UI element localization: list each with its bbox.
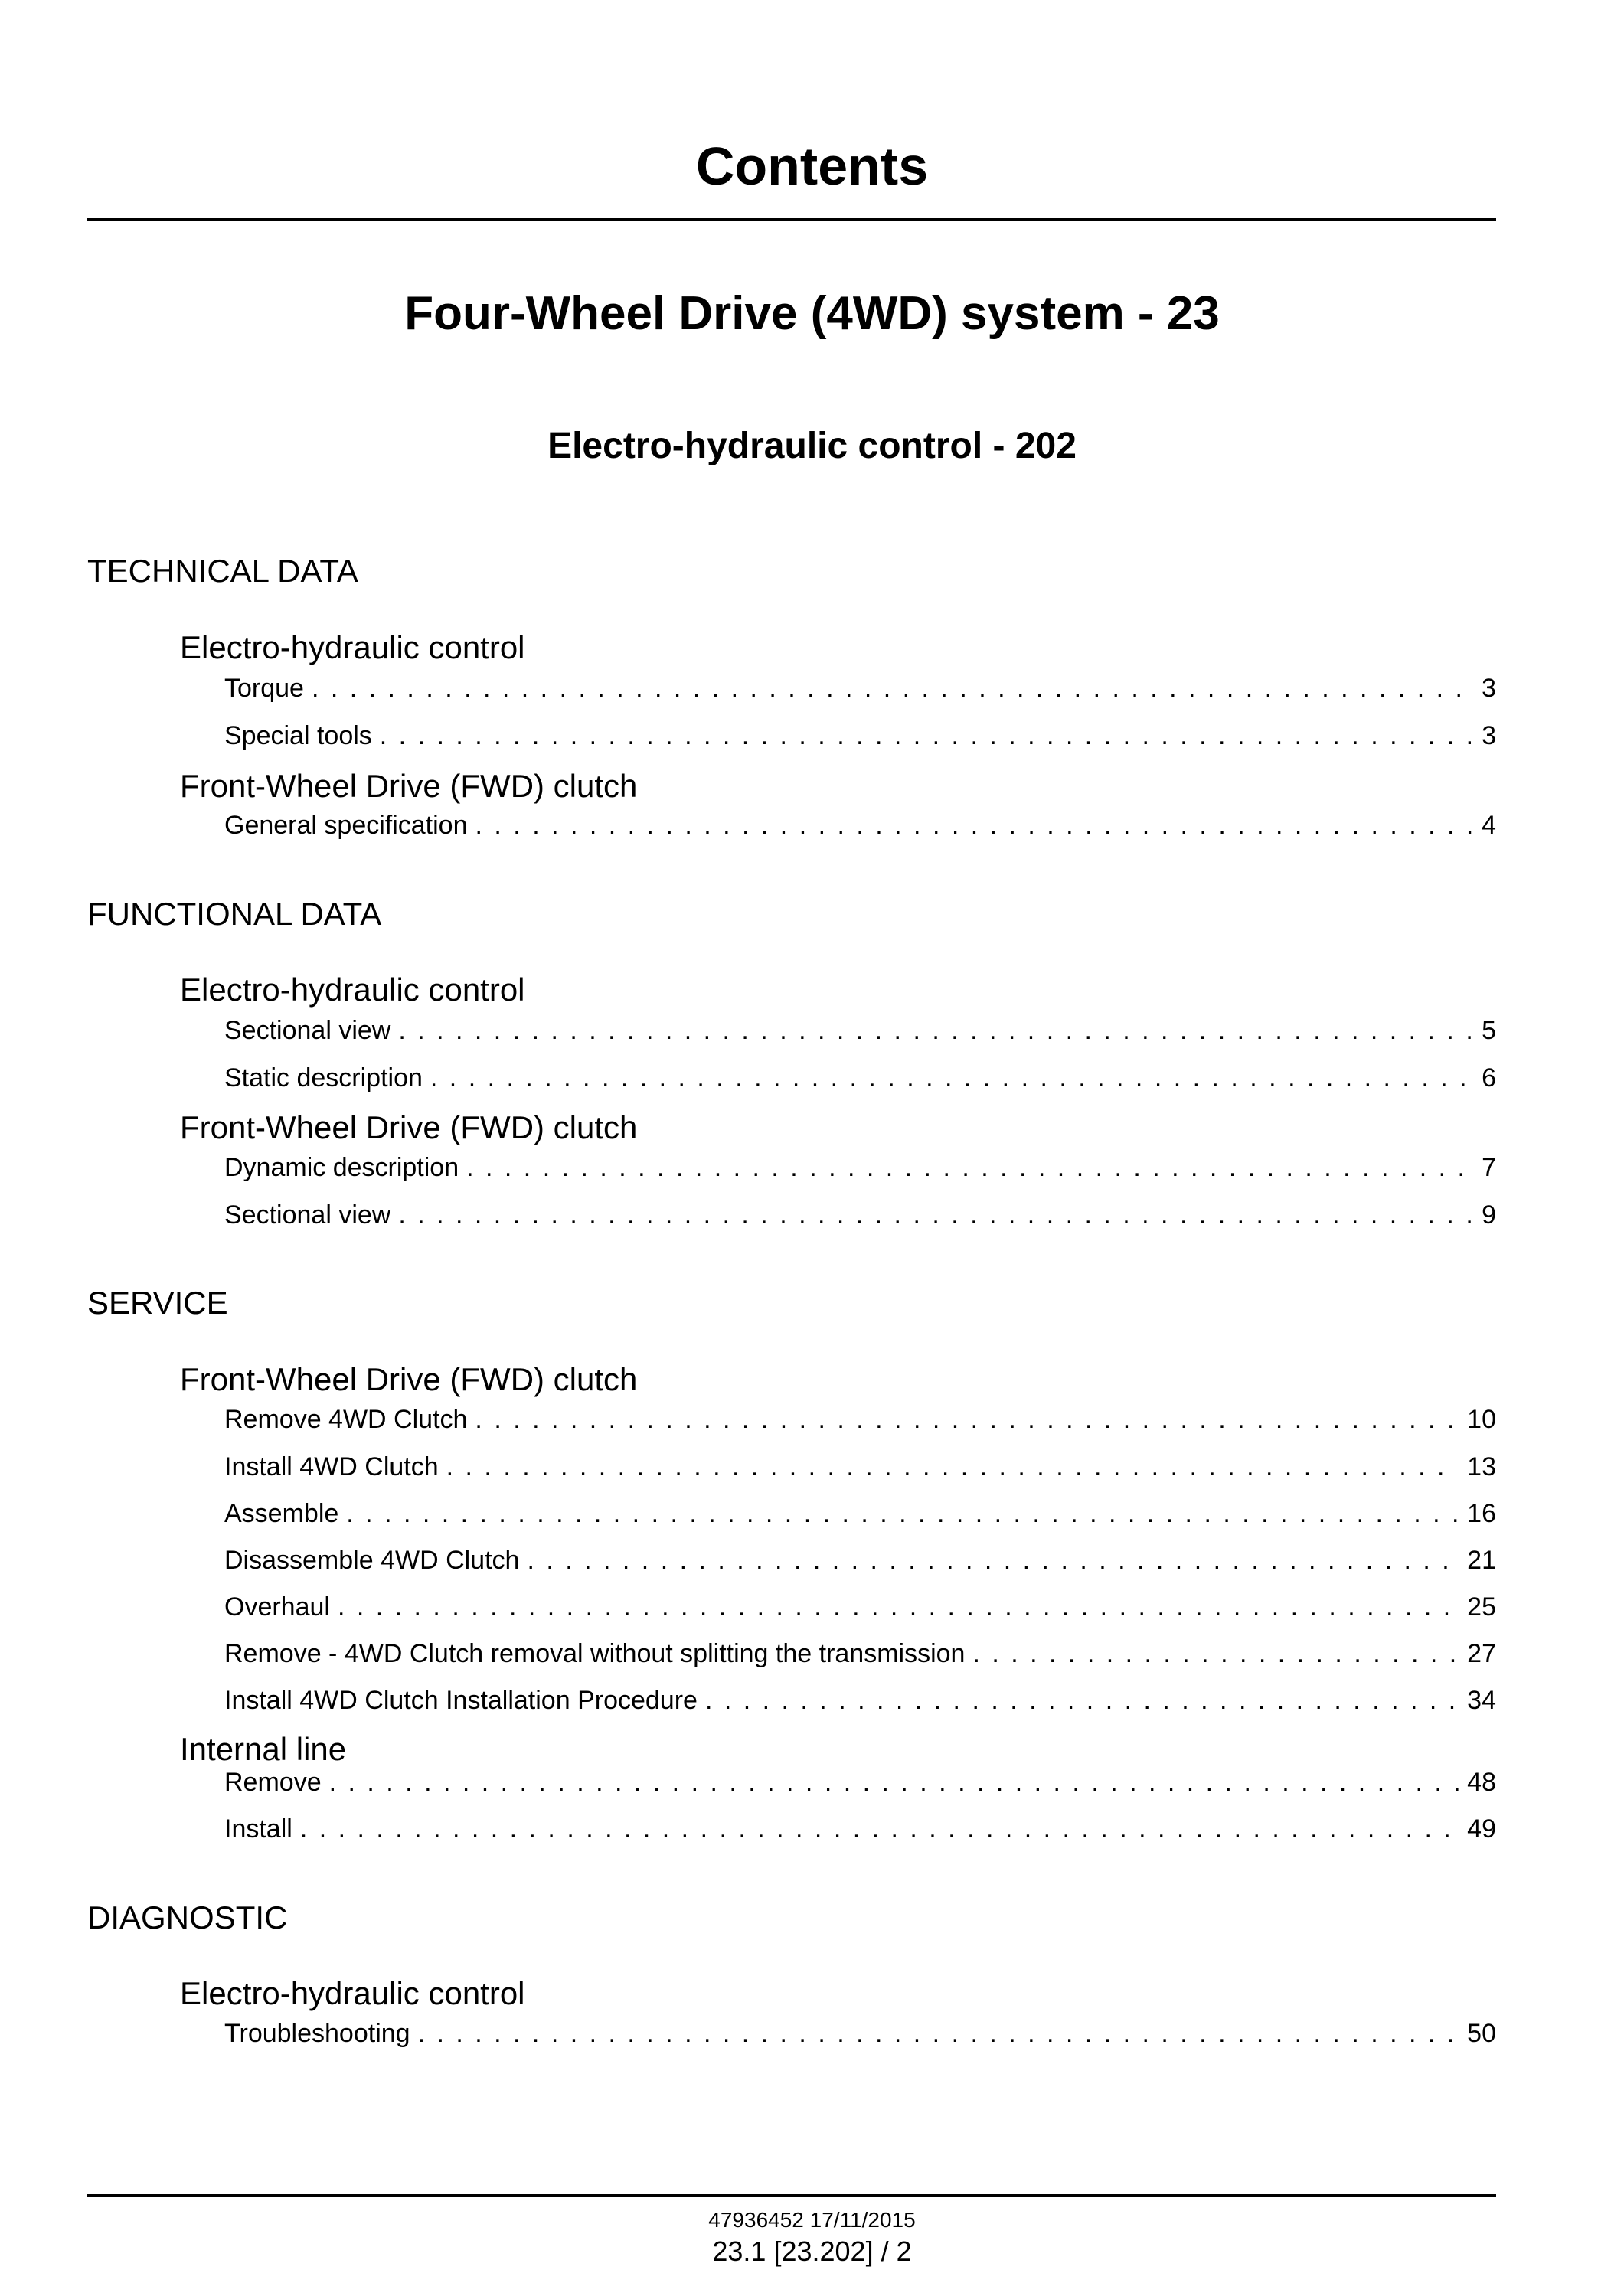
toc-entry-label: Troubleshooting xyxy=(224,2019,410,2048)
toc-entry-label: Install 4WD Clutch Installation Procedure xyxy=(224,1686,698,1715)
section-heading: SERVICE xyxy=(87,1285,228,1321)
toc-entry-page: 21 xyxy=(1467,1546,1496,1575)
toc-entry[interactable] xyxy=(224,671,1496,705)
toc-entry[interactable] xyxy=(224,719,1496,753)
toc-entry[interactable] xyxy=(224,1497,1496,1530)
toc-entry[interactable] xyxy=(224,1014,1496,1047)
group-heading: Electro-hydraulic control xyxy=(180,1975,525,2011)
toc-entry-label: Dynamic description xyxy=(224,1153,459,1182)
toc-leader-dots xyxy=(380,719,1474,753)
toc-leader-dots xyxy=(705,1684,1459,1717)
toc-entry[interactable] xyxy=(224,1684,1496,1717)
toc-entry-page: 5 xyxy=(1482,1016,1496,1045)
subsystem-heading: Electro-hydraulic control - 202 xyxy=(547,426,1077,466)
page-title: Contents xyxy=(695,136,929,196)
group-heading: Internal line xyxy=(180,1731,347,1767)
toc-entry[interactable] xyxy=(224,1765,1496,1799)
group-heading: Front-Wheel Drive (FWD) clutch xyxy=(180,768,638,804)
footer-doc-id: 47936452 17/11/2015 xyxy=(708,2208,916,2232)
system-heading: Four-Wheel Drive (4WD) system - 23 xyxy=(404,287,1220,340)
toc-leader-dots xyxy=(300,1812,1459,1846)
toc-entry-page: 49 xyxy=(1467,1814,1496,1844)
toc-leader-dots xyxy=(475,1403,1459,1436)
toc-entry-page: 3 xyxy=(1482,721,1496,750)
toc-leader-dots xyxy=(312,671,1474,705)
toc-leader-dots xyxy=(398,1014,1474,1047)
toc-entry-label: Sectional view xyxy=(224,1016,391,1045)
toc-entry-label: Static description xyxy=(224,1063,423,1092)
toc-entry-page: 48 xyxy=(1467,1768,1496,1797)
toc-entry-page: 13 xyxy=(1467,1452,1496,1481)
section-heading: DIAGNOSTIC xyxy=(87,1899,288,1935)
footer-page-ref: 23.1 [23.202] / 2 xyxy=(712,2236,912,2267)
toc-entry-page: 25 xyxy=(1467,1592,1496,1622)
toc-entry-label: Torque xyxy=(224,674,304,703)
toc-entry-page: 3 xyxy=(1482,674,1496,703)
toc-leader-dots xyxy=(418,2017,1460,2050)
toc-entry-label: Install xyxy=(224,1814,292,1844)
toc-entry-page: 4 xyxy=(1482,811,1496,840)
toc-leader-dots xyxy=(972,1637,1459,1671)
toc-entry[interactable] xyxy=(224,1450,1496,1484)
toc-leader-dots xyxy=(446,1450,1460,1484)
toc-leader-dots xyxy=(398,1198,1474,1232)
title-rule xyxy=(87,218,1496,221)
toc-entry[interactable] xyxy=(224,808,1496,842)
toc-entry[interactable] xyxy=(224,1637,1496,1671)
toc-entry-page: 27 xyxy=(1467,1639,1496,1668)
section-heading: TECHNICAL DATA xyxy=(87,553,358,589)
toc-entry-label: Special tools xyxy=(224,721,372,750)
toc-entry[interactable] xyxy=(224,1198,1496,1232)
toc-entry-label: Overhaul xyxy=(224,1592,330,1622)
group-heading: Electro-hydraulic control xyxy=(180,629,525,665)
footer-rule xyxy=(87,2194,1496,2197)
toc-entry[interactable] xyxy=(224,1151,1496,1184)
toc-entry-label: Sectional view xyxy=(224,1200,391,1230)
toc-entry-label: Disassemble 4WD Clutch xyxy=(224,1546,520,1575)
section-heading: FUNCTIONAL DATA xyxy=(87,896,382,932)
toc-entry-label: General specification xyxy=(224,811,468,840)
toc-entry[interactable] xyxy=(224,1403,1496,1436)
toc-entry-label: Remove - 4WD Clutch removal without splitting the transmission xyxy=(224,1639,966,1668)
toc-leader-dots xyxy=(346,1497,1459,1530)
toc-entry-page: 16 xyxy=(1467,1499,1496,1528)
toc-entry[interactable] xyxy=(224,1590,1496,1624)
toc-entry[interactable] xyxy=(224,1812,1496,1846)
group-heading: Front-Wheel Drive (FWD) clutch xyxy=(180,1109,638,1145)
toc-entry-label: Assemble xyxy=(224,1499,339,1528)
toc-entry-label: Remove 4WD Clutch xyxy=(224,1405,468,1434)
toc-entry-page: 50 xyxy=(1467,2019,1496,2048)
toc-leader-dots xyxy=(475,808,1475,842)
toc-entry[interactable] xyxy=(224,1543,1496,1577)
group-heading: Electro-hydraulic control xyxy=(180,972,525,1008)
toc-entry-page: 10 xyxy=(1467,1405,1496,1434)
toc-leader-dots xyxy=(466,1151,1474,1184)
toc-entry-label: Remove xyxy=(224,1768,322,1797)
toc-entry-page: 7 xyxy=(1482,1153,1496,1182)
toc-leader-dots xyxy=(527,1543,1459,1577)
toc-entry[interactable] xyxy=(224,2017,1496,2050)
toc-leader-dots xyxy=(430,1061,1474,1095)
group-heading: Front-Wheel Drive (FWD) clutch xyxy=(180,1361,638,1397)
toc-entry-page: 9 xyxy=(1482,1200,1496,1230)
toc-entry-page: 34 xyxy=(1467,1686,1496,1715)
toc-leader-dots xyxy=(329,1765,1460,1799)
toc-entry-label: Install 4WD Clutch xyxy=(224,1452,439,1481)
toc-leader-dots xyxy=(338,1590,1459,1624)
toc-entry[interactable] xyxy=(224,1061,1496,1095)
toc-entry-page: 6 xyxy=(1482,1063,1496,1092)
